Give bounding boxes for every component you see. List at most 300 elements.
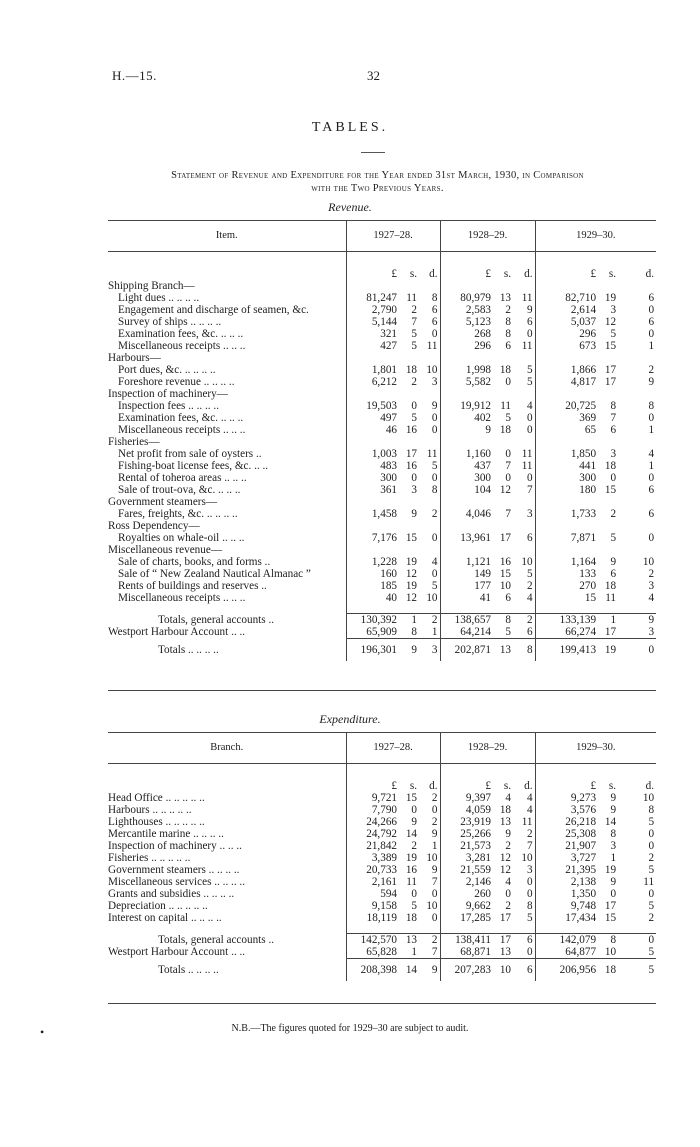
revenue-shillings-value: 7 <box>411 316 417 328</box>
expenditure-pence-value: 2 <box>420 934 440 947</box>
revenue-shillings-value: 6 <box>610 424 617 436</box>
revenue-pounds-value: 19,912 <box>440 400 494 412</box>
expenditure-gap-cell <box>346 924 440 934</box>
revenue-group-heading-row <box>108 520 656 532</box>
expenditure-pounds-value: 9,662 <box>440 900 494 912</box>
revenue-pence-value: 6 <box>431 316 438 328</box>
revenue-row-label-text: Miscellaneous receipts <box>118 424 221 436</box>
revenue-shillings-value: 8 <box>610 400 617 412</box>
revenue-table <box>108 220 656 661</box>
revenue-row-label-text: Rents of buildings and reserves <box>118 580 259 592</box>
expenditure-table <box>108 732 656 981</box>
revenue-row-label-text: Net profit from sale of oysters <box>118 448 254 460</box>
revenue-row-label <box>108 472 346 484</box>
expenditure-shillings-value: 9 <box>610 792 617 804</box>
expenditure-row-label <box>108 816 346 828</box>
revenue-pence-value: 0 <box>526 424 533 436</box>
revenue-row-label-text: Sale of trout-ova, &c. <box>118 484 216 496</box>
revenue-shillings-value: 2 <box>610 508 617 520</box>
expenditure-shillings-value: 19 <box>604 864 617 876</box>
revenue-spacer-cell <box>440 252 535 269</box>
revenue-row-label <box>108 626 346 639</box>
expenditure-row-label-text: Inspection of machinery <box>108 840 217 852</box>
revenue-pence-value: 9 <box>648 376 655 388</box>
expenditure-pounds-value: 25,308 <box>535 828 599 840</box>
expenditure-line-item-row <box>108 900 656 912</box>
revenue-pence-value: 0 <box>648 532 655 544</box>
revenue-row-label-text: Totals <box>158 643 186 656</box>
revenue-shillings-value: 16 <box>405 460 417 472</box>
page-number: 32 <box>367 68 380 83</box>
revenue-row-label <box>108 412 346 424</box>
expenditure-shillings-value: 18 <box>499 804 512 816</box>
expenditure-pound-unit: £ <box>440 780 494 792</box>
expenditure-pence-value: 9 <box>431 864 438 876</box>
expenditure-shillings-value: 9 <box>505 828 512 840</box>
expenditure-pence-value: 5 <box>648 864 655 876</box>
expenditure-leader-dots: .. .. .. .. <box>190 912 222 924</box>
revenue-pounds-value: 65,909 <box>346 626 400 639</box>
expenditure-currency-row <box>108 780 656 792</box>
revenue-currency-blank <box>108 268 346 280</box>
expenditure-pounds-value: 24,266 <box>346 816 400 828</box>
revenue-line-item-row <box>108 340 656 352</box>
expenditure-pounds-value: 9,721 <box>346 792 400 804</box>
revenue-pounds-value: 1,850 <box>535 448 599 460</box>
expenditure-row-label-text: Fisheries <box>108 852 149 864</box>
revenue-pounds-value: 296 <box>535 328 599 340</box>
revenue-spacer-cell <box>535 252 656 269</box>
revenue-line-item-row <box>108 328 656 340</box>
expenditure-shillings-value: 14 <box>604 816 617 828</box>
expenditure-row-label-text: Harbours <box>108 804 150 816</box>
expenditure-shillings-value: 1 <box>411 946 417 958</box>
revenue-pence-value: 9 <box>526 304 533 316</box>
revenue-leader-dots: .. .. .. .. <box>168 292 200 304</box>
revenue-leader-dots: .. .. .. .. <box>206 508 238 520</box>
expenditure-leader-dots: .. .. .. .. <box>214 876 246 888</box>
expenditure-row-label <box>108 888 346 900</box>
expenditure-line-item-row <box>108 888 656 900</box>
revenue-shillings-value: 15 <box>499 568 512 580</box>
revenue-pounds-value: 1,164 <box>535 556 599 568</box>
revenue-leader-dots: .. .. .. .. <box>188 400 219 412</box>
expenditure-pence-value: 9 <box>420 959 440 982</box>
revenue-empty-cell <box>346 496 440 508</box>
expenditure-shillings-value: 13 <box>499 946 512 958</box>
revenue-gap-row <box>108 604 656 614</box>
revenue-pounds-value: 15 <box>535 592 599 604</box>
revenue-pounds-value: 180 <box>535 484 599 496</box>
revenue-group-heading: Shipping Branch— <box>108 280 195 292</box>
revenue-pounds-value: 130,392 <box>346 614 400 627</box>
revenue-shillings-value: 18 <box>499 424 512 436</box>
revenue-pounds-value: 5,582 <box>440 376 494 388</box>
revenue-shillings-value: 11 <box>605 592 617 604</box>
revenue-row-label <box>108 364 346 376</box>
revenue-empty-cell <box>346 352 440 364</box>
document-reference: H.—15. <box>112 68 157 83</box>
revenue-pence-value: 8 <box>648 400 655 412</box>
revenue-row-label <box>108 592 346 604</box>
revenue-shillings-value: 0 <box>411 400 417 412</box>
statement-heading <box>105 169 650 195</box>
expenditure-pence-value: 0 <box>526 946 533 958</box>
revenue-shillings-value: 8 <box>411 626 417 638</box>
expenditure-gap-cell <box>440 924 535 934</box>
expenditure-shillings-value: 18 <box>599 959 619 982</box>
expenditure-pence-value: 0 <box>619 934 656 947</box>
expenditure-row-label <box>108 876 346 888</box>
revenue-row-label-text: Light dues <box>118 292 166 304</box>
expenditure-shillings-value: 2 <box>411 840 417 852</box>
revenue-shillings-value: 9 <box>400 639 420 662</box>
expenditure-currency-blank <box>108 780 346 792</box>
revenue-shillings-value: 7 <box>610 412 617 424</box>
revenue-pence-value: 6 <box>648 484 655 496</box>
expenditure-pence-value: 2 <box>431 792 438 804</box>
revenue-leader-dots: .. .. <box>231 626 246 639</box>
expenditure-pence-value: 2 <box>526 828 533 840</box>
revenue-pence-value: 6 <box>526 316 533 328</box>
expenditure-pence-value: 0 <box>648 840 655 852</box>
revenue-pounds-value: 160 <box>346 568 400 580</box>
expenditure-pence-value: 7 <box>431 946 438 958</box>
revenue-empty-cell <box>535 436 656 448</box>
revenue-leader-dots: .. .. .. <box>220 412 244 424</box>
expenditure-pounds-value: 64,877 <box>535 946 599 959</box>
revenue-shillings-value: 19 <box>599 639 619 662</box>
revenue-shillings-value: 17 <box>604 626 617 638</box>
expenditure-shillings-value: 9 <box>610 876 617 888</box>
revenue-pence-value: 3 <box>648 580 655 592</box>
revenue-pounds-value: 1,228 <box>346 556 400 568</box>
revenue-pounds-value: 2,583 <box>440 304 494 316</box>
revenue-pence-value: 3 <box>648 626 655 638</box>
revenue-total-row <box>108 614 656 627</box>
revenue-spacer-row <box>108 252 656 269</box>
expenditure-pence-value: 2 <box>648 852 655 864</box>
revenue-line-item-row <box>108 448 656 460</box>
expenditure-line-item-row <box>108 864 656 876</box>
revenue-empty-cell <box>535 496 656 508</box>
revenue-row-label-text: Examination fees, &c. <box>118 412 219 424</box>
revenue-gap-cell <box>108 604 346 614</box>
expenditure-pence-unit: d. <box>429 780 438 792</box>
revenue-pence-unit: d. <box>645 268 655 280</box>
expenditure-leader-dots: .. .. .. .. <box>193 828 224 840</box>
revenue-pence-value: 9 <box>431 400 438 412</box>
expenditure-leader-dots: .. .. .. .. .. <box>152 804 192 816</box>
revenue-pence-value: 11 <box>426 448 438 460</box>
revenue-pounds-value: 369 <box>535 412 599 424</box>
revenue-shillings-value: 17 <box>604 376 617 388</box>
revenue-shillings-value: 6 <box>505 592 512 604</box>
expenditure-shillings-value: 12 <box>499 852 512 864</box>
revenue-pound-unit: £ <box>535 268 599 280</box>
expenditure-shillings-value: 3 <box>610 840 617 852</box>
expenditure-row-label <box>108 792 346 804</box>
expenditure-shilling-unit: s. <box>409 780 417 792</box>
revenue-shillings-value: 13 <box>499 292 512 304</box>
expenditure-pence-value: 5 <box>648 946 655 958</box>
revenue-shillings-value: 18 <box>405 364 417 376</box>
revenue-pounds-value: 1,733 <box>535 508 599 520</box>
expenditure-pounds-value: 21,842 <box>346 840 400 852</box>
revenue-line-item-row <box>108 376 656 388</box>
expenditure-shillings-value: 0 <box>411 804 417 816</box>
revenue-pounds-value: 1,003 <box>346 448 400 460</box>
revenue-shillings-value: 11 <box>500 400 512 412</box>
revenue-empty-cell <box>535 352 656 364</box>
revenue-pounds-value: 437 <box>440 460 494 472</box>
revenue-line-item-row <box>108 532 656 544</box>
revenue-pence-value: 10 <box>521 556 533 568</box>
expenditure-shillings-value: 0 <box>610 888 617 900</box>
expenditure-pounds-value: 2,138 <box>535 876 599 888</box>
expenditure-shillings-value: 8 <box>599 934 619 947</box>
expenditure-pence-value: 7 <box>526 840 533 852</box>
revenue-pence-value: 0 <box>648 412 655 424</box>
revenue-row-label <box>108 639 346 662</box>
revenue-pence-value: 4 <box>526 592 533 604</box>
expenditure-pounds-value: 21,559 <box>440 864 494 876</box>
expenditure-pence-value: 0 <box>431 804 438 816</box>
expenditure-pounds-value: 25,266 <box>440 828 494 840</box>
expenditure-pounds-value: 260 <box>440 888 494 900</box>
revenue-empty-cell <box>535 544 656 556</box>
revenue-pounds-value: 427 <box>346 340 400 352</box>
expenditure-pounds-value: 26,218 <box>535 816 599 828</box>
revenue-empty-cell <box>440 388 535 400</box>
revenue-empty-cell <box>440 496 535 508</box>
revenue-shillings-value: 5 <box>411 328 417 340</box>
expenditure-shilling-unit: s. <box>503 780 512 792</box>
expenditure-pound-unit: £ <box>535 780 599 792</box>
revenue-line-item-row <box>108 568 656 580</box>
expenditure-row-label-text: Depreciation <box>108 900 166 912</box>
expenditure-pence-value: 6 <box>514 959 535 982</box>
expenditure-row-label-text: Westport Harbour Account <box>108 946 229 959</box>
expenditure-shillings-value: 4 <box>505 792 512 804</box>
revenue-shillings-value: 16 <box>405 424 417 436</box>
revenue-group-heading: Harbours— <box>108 352 161 364</box>
revenue-shillings-value: 7 <box>505 460 512 472</box>
revenue-row-label <box>108 292 346 304</box>
revenue-row-label <box>108 508 346 520</box>
revenue-shillings-value: 5 <box>610 532 617 544</box>
revenue-pence-value: 6 <box>431 304 438 316</box>
statement-line-2: with the Two Previous Years. <box>311 183 444 194</box>
revenue-pounds-value: 2,614 <box>535 304 599 316</box>
expenditure-shillings-value: 11 <box>406 876 417 888</box>
revenue-pence-value: 0 <box>431 472 438 484</box>
expenditure-pence-value: 5 <box>648 816 655 828</box>
revenue-row-label-text: Port dues, &c. <box>118 364 183 376</box>
expenditure-row-label <box>108 959 346 982</box>
revenue-pence-value: 0 <box>431 532 438 544</box>
revenue-pounds-value: 196,301 <box>346 639 400 662</box>
expenditure-row-label-text: Totals <box>158 963 186 976</box>
expenditure-pounds-value: 3,281 <box>440 852 494 864</box>
revenue-shillings-value: 15 <box>405 532 417 544</box>
expenditure-pence-value: 2 <box>648 912 655 924</box>
revenue-shillings-value: 19 <box>604 292 617 304</box>
expenditure-pounds-value: 20,733 <box>346 864 400 876</box>
revenue-pounds-value: 5,037 <box>535 316 599 328</box>
expenditure-pounds-value: 208,398 <box>346 959 400 982</box>
expenditure-pounds-value: 21,573 <box>440 840 494 852</box>
revenue-pence-value: 4 <box>431 556 438 568</box>
revenue-pence-value: 0 <box>526 412 533 424</box>
expenditure-shillings-value: 15 <box>405 792 417 804</box>
revenue-pence-value: 5 <box>526 376 533 388</box>
expenditure-shillings-value: 10 <box>604 946 617 958</box>
revenue-pence-value: 0 <box>526 328 533 340</box>
revenue-shillings-value: 7 <box>505 508 512 520</box>
revenue-shillings-value: 17 <box>499 532 512 544</box>
revenue-shillings-value: 6 <box>610 568 617 580</box>
revenue-shillings-value: 19 <box>405 556 417 568</box>
expenditure-row-label <box>108 900 346 912</box>
revenue-pound-unit: £ <box>346 268 400 280</box>
expenditure-shillings-value: 19 <box>405 852 417 864</box>
expenditure-shillings-value: 17 <box>604 900 617 912</box>
revenue-shillings-value: 11 <box>406 292 417 304</box>
revenue-empty-cell <box>346 436 440 448</box>
revenue-shillings-value: 0 <box>610 472 617 484</box>
revenue-pound-unit: £ <box>440 268 494 280</box>
revenue-pounds-value: 483 <box>346 460 400 472</box>
revenue-empty-cell <box>440 352 535 364</box>
revenue-line-item-row <box>108 508 656 520</box>
expenditure-row-label <box>108 804 346 816</box>
revenue-pence-value: 2 <box>431 508 438 520</box>
revenue-shillings-value: 0 <box>505 448 512 460</box>
revenue-row-label <box>108 340 346 352</box>
revenue-row-label <box>108 316 346 328</box>
revenue-pounds-value: 149 <box>440 568 494 580</box>
expenditure-shillings-value: 9 <box>411 816 417 828</box>
expenditure-line-item-row <box>108 792 656 804</box>
expenditure-pence-value: 10 <box>642 792 655 804</box>
expenditure-leader-dots: .. .. <box>231 946 246 959</box>
expenditure-shillings-value: 5 <box>411 900 417 912</box>
revenue-row-label <box>108 328 346 340</box>
expenditure-spacer-cell <box>346 764 440 781</box>
expenditure-pence-value: 10 <box>426 900 438 912</box>
revenue-pence-value: 5 <box>526 364 533 376</box>
revenue-pence-value: 6 <box>648 508 655 520</box>
expenditure-row-label <box>108 840 346 852</box>
revenue-year-header: 1929–30. <box>535 221 656 252</box>
revenue-pounds-value: 4,046 <box>440 508 494 520</box>
expenditure-row-label-text: Interest on capital <box>108 912 189 924</box>
expenditure-gap-row <box>108 924 656 934</box>
revenue-bottom-rule <box>108 690 656 691</box>
revenue-pence-value: 8 <box>431 292 438 304</box>
revenue-leader-dots: .. .. .. <box>223 592 246 604</box>
expenditure-row-label <box>108 912 346 924</box>
revenue-row-label <box>108 460 346 472</box>
revenue-empty-cell <box>346 544 440 556</box>
revenue-shillings-value: 3 <box>610 448 617 460</box>
expenditure-shillings-value: 0 <box>411 888 417 900</box>
expenditure-spacer-cell <box>108 764 346 781</box>
revenue-shillings-value: 18 <box>499 364 512 376</box>
revenue-pounds-value: 2,790 <box>346 304 400 316</box>
revenue-pence-value: 0 <box>619 639 656 662</box>
expenditure-pounds-value: 206,956 <box>535 959 599 982</box>
revenue-pounds-value: 268 <box>440 328 494 340</box>
revenue-shilling-unit: s. <box>608 268 617 280</box>
expenditure-pence-value: 3 <box>526 864 533 876</box>
revenue-pounds-value: 1,866 <box>535 364 599 376</box>
revenue-pounds-value: 66,274 <box>535 626 599 639</box>
expenditure-pence-unit: d. <box>645 780 655 792</box>
revenue-shilling-unit: s. <box>503 268 512 280</box>
revenue-pounds-value: 65 <box>535 424 599 436</box>
revenue-pounds-value: 81,247 <box>346 292 400 304</box>
expenditure-pence-value: 0 <box>526 876 533 888</box>
revenue-pence-value: 0 <box>431 412 438 424</box>
revenue-pounds-value: 46 <box>346 424 400 436</box>
expenditure-leader-dots: .. .. .. .. <box>208 864 240 876</box>
revenue-row-label <box>108 304 346 316</box>
expenditure-pence-value: 5 <box>648 900 655 912</box>
revenue-shillings-value: 15 <box>604 340 617 352</box>
revenue-shillings-value: 0 <box>411 472 417 484</box>
revenue-total-row <box>108 626 656 639</box>
expenditure-grand-total-row <box>108 959 656 982</box>
expenditure-pence-value: 0 <box>431 912 438 924</box>
revenue-leader-dots: .. .. .. .. <box>184 364 216 376</box>
revenue-shillings-value: 12 <box>405 568 417 580</box>
revenue-group-heading: Miscellaneous revenue— <box>108 544 223 556</box>
expenditure-shillings-value: 13 <box>400 934 420 947</box>
revenue-group-heading-row <box>108 388 656 400</box>
expenditure-pence-value: 11 <box>521 816 533 828</box>
revenue-pounds-value: 5,144 <box>346 316 400 328</box>
revenue-gap-cell <box>535 604 656 614</box>
revenue-row-label-text: Inspection fees <box>118 400 186 412</box>
expenditure-leader-dots: .. .. .. .. <box>187 963 219 976</box>
expenditure-pound-unit: £ <box>346 780 400 792</box>
expenditure-spacer-cell <box>440 764 535 781</box>
expenditure-shillings-value: 2 <box>505 840 512 852</box>
revenue-row-label <box>108 532 346 544</box>
revenue-pence-value: 8 <box>431 484 438 496</box>
revenue-empty-cell <box>440 280 535 292</box>
revenue-pounds-value: 64,214 <box>440 626 494 639</box>
revenue-shillings-value: 12 <box>405 592 417 604</box>
expenditure-row-label <box>108 852 346 864</box>
revenue-shillings-value: 8 <box>494 614 514 627</box>
expenditure-row-label-text: Totals, general accounts <box>158 933 266 946</box>
revenue-pence-value: 11 <box>521 460 533 472</box>
revenue-pence-value: 4 <box>648 448 655 460</box>
expenditure-subtitle: Expenditure. <box>319 712 381 726</box>
expenditure-pounds-value: 3,389 <box>346 852 400 864</box>
revenue-pence-value: 6 <box>648 292 655 304</box>
expenditure-pence-value: 8 <box>526 900 533 912</box>
revenue-year-header: 1928–29. <box>440 221 535 252</box>
expenditure-pence-value: 1 <box>431 840 438 852</box>
revenue-line-item-row <box>108 304 656 316</box>
page-header <box>112 68 660 88</box>
revenue-pounds-value: 1,801 <box>346 364 400 376</box>
expenditure-pounds-value: 21,907 <box>535 840 599 852</box>
